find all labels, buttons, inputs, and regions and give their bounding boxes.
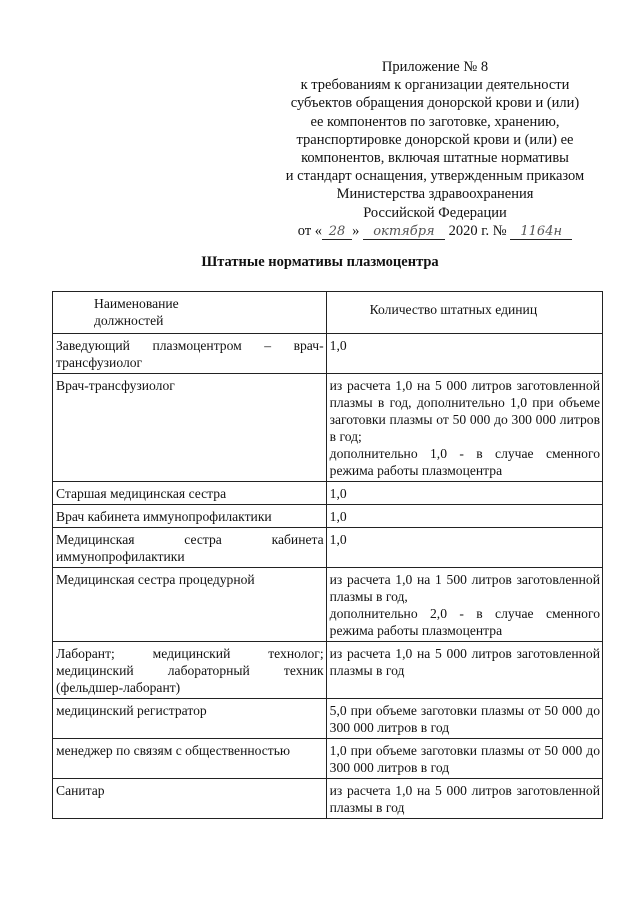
order-year-text: 2020 г. № xyxy=(448,222,507,239)
count-cell: 1,0 xyxy=(326,505,602,528)
appendix-line: Приложение № 8 xyxy=(381,59,489,75)
order-number-handwritten: 1164н xyxy=(510,224,572,240)
count-cell: 1,0 при объеме заготовки плазмы от 50 000 до 300 000 литров в год xyxy=(326,739,602,779)
position-cell: Лаборант; медицинский технолог; медицинский лабораторный техник (фельдшер-лаборант) xyxy=(53,642,327,699)
position-cell: Врач кабинета иммунопрофилактики xyxy=(53,505,327,528)
table-row xyxy=(53,568,603,642)
count-cell: 1,0 xyxy=(326,482,602,505)
table-row xyxy=(53,482,603,505)
position-cell: Врач-трансфузиолог xyxy=(53,374,327,482)
count-cell: из расчета 1,0 на 1 500 литров заготовленной плазмы в год, дополнительно 2,0 - в случае сменного режима работы плазмоцентра xyxy=(326,568,602,642)
position-cell: менеджер по связям с общественностью xyxy=(53,739,327,779)
count-cell: 5,0 при объеме заготовки плазмы от 50 000 до 300 000 литров в год xyxy=(326,699,602,739)
document-title: Штатные нормативы плазмоцентра xyxy=(201,254,439,270)
appendix-line: компонентов, включая штатные нормативы xyxy=(301,150,569,167)
order-date-line xyxy=(250,222,620,240)
table-header-row xyxy=(53,292,603,334)
date-mid: » xyxy=(352,222,360,239)
order-day-handwritten: 28 xyxy=(322,224,352,240)
table-row xyxy=(53,739,603,779)
appendix-header xyxy=(250,58,620,240)
appendix-line: субъектов обращения донорской крови и (или) xyxy=(290,95,580,112)
header-count: Количество штатных единиц xyxy=(326,292,602,334)
appendix-line: Министерства здравоохранения xyxy=(336,186,534,203)
table-row xyxy=(53,334,603,374)
appendix-line: и стандарт оснащения, утвержденным приказом xyxy=(285,168,585,185)
position-cell: медицинский регистратор xyxy=(53,699,327,739)
table-row xyxy=(53,374,603,482)
count-cell: из расчета 1,0 на 5 000 литров заготовленной плазмы в год xyxy=(326,779,602,819)
table-row xyxy=(53,505,603,528)
appendix-line: Российской Федерации xyxy=(363,204,507,221)
table-row xyxy=(53,779,603,819)
count-cell: 1,0 xyxy=(326,528,602,568)
position-cell: Медицинская сестра процедурной xyxy=(53,568,327,642)
position-cell: Медицинская сестра кабинета иммунопрофилактики xyxy=(53,528,327,568)
count-cell: из расчета 1,0 на 5 000 литров заготовленной плазмы в год xyxy=(326,642,602,699)
appendix-line: ее компонентов по заготовке, хранению, xyxy=(310,113,560,130)
order-month-handwritten: октября xyxy=(363,224,445,240)
count-cell: 1,0 xyxy=(326,334,602,374)
position-cell: Заведующий плазмоцентром – врач-трансфузиолог xyxy=(53,334,327,374)
staff-norms-table xyxy=(52,291,603,819)
table-row xyxy=(53,699,603,739)
appendix-line: к требованиям к организации деятельности xyxy=(300,77,570,94)
table-row xyxy=(53,528,603,568)
position-cell: Старшая медицинская сестра xyxy=(53,482,327,505)
date-prefix: от « xyxy=(297,222,323,239)
header-position: Наименование должностей xyxy=(53,292,327,334)
count-cell: из расчета 1,0 на 5 000 литров заготовленной плазмы в год, дополнительно 1,0 при объеме заготовки плазмы от 50 000 до 300 000 литров в год; дополнительно 1,0 - в случае сменного режима работы плазмоцентра xyxy=(326,374,602,482)
appendix-line: транспортировке донорской крови и (или) ее xyxy=(296,131,574,148)
table-row xyxy=(53,642,603,699)
position-cell: Санитар xyxy=(53,779,327,819)
